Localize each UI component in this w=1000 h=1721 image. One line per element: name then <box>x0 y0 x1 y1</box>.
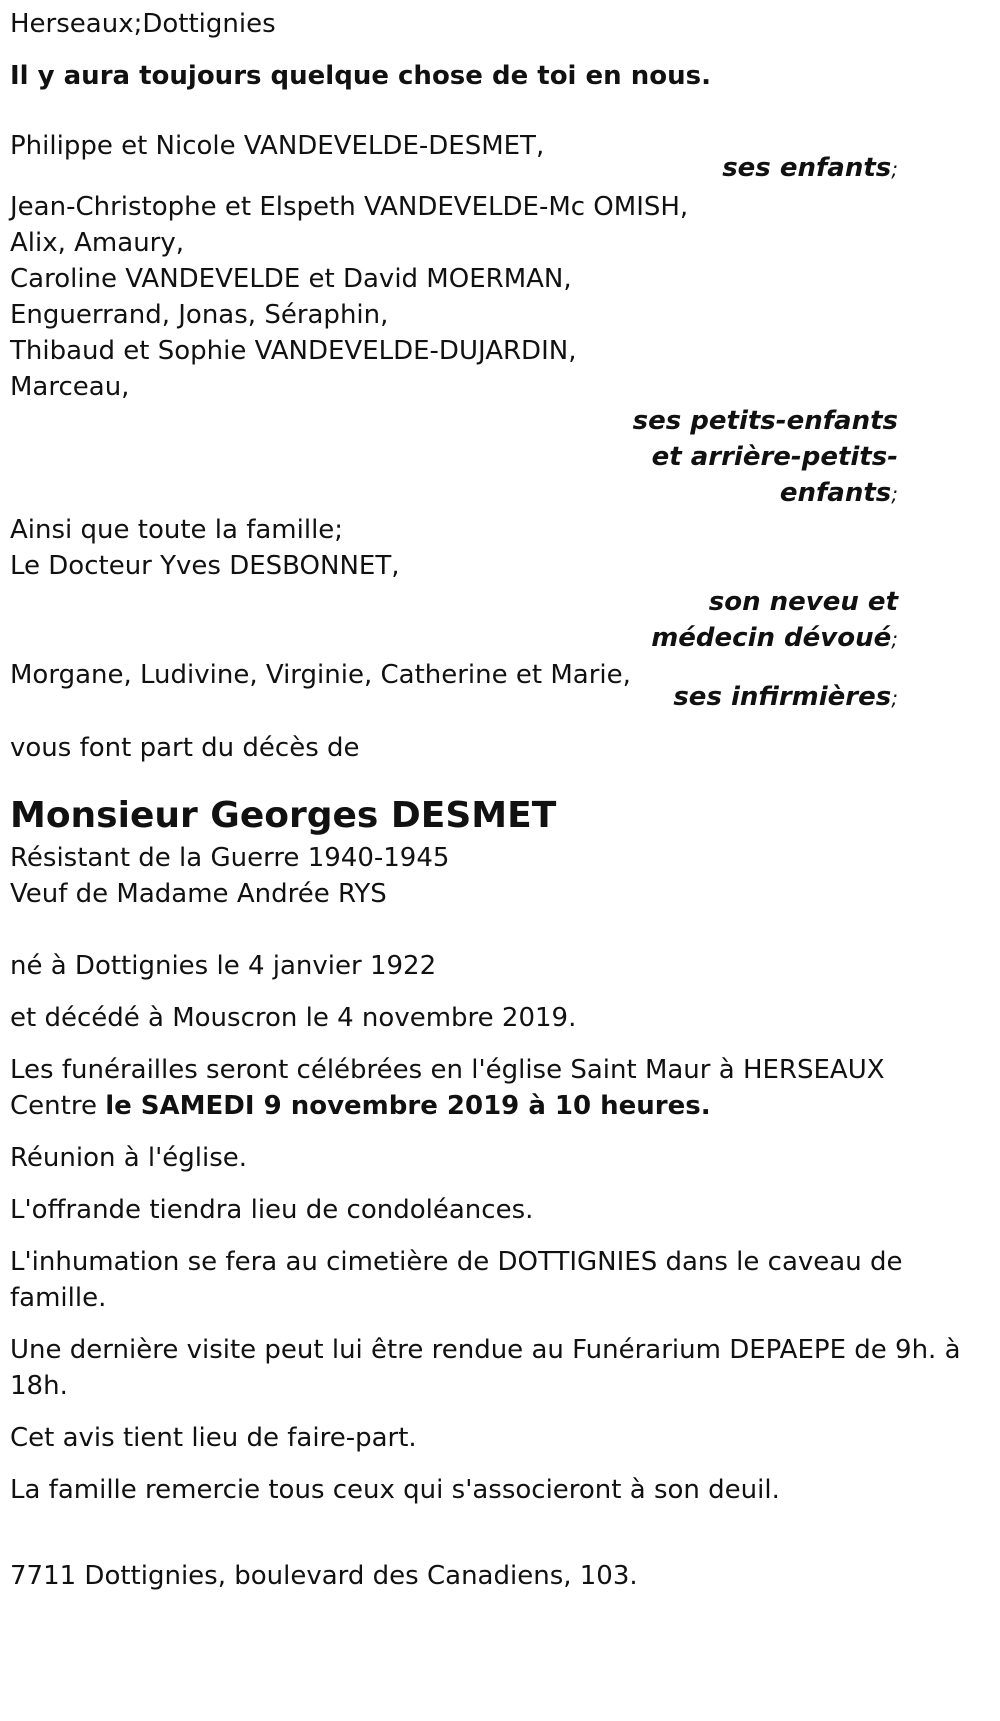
family-line: Ainsi que toute la famille; <box>10 515 344 545</box>
address: 7711 Dottignies, boulevard des Canadiens, 103. <box>10 1561 638 1591</box>
grandchildren-line: Alix, Amaury, <box>10 228 185 258</box>
grandchildren-role: enfants; <box>779 478 898 508</box>
nurses-names: Morgane, Ludivine, Virginie, Catherine et Marie, <box>10 660 631 690</box>
deceased-subtitle: Résistant de la Guerre 1940-1945 <box>10 843 450 873</box>
nurses-role: ses infirmières; <box>673 682 898 712</box>
grandchildren-line: Thibaud et Sophie VANDEVELDE-DUJARDIN, <box>10 336 577 366</box>
grandchildren-role: et arrière-petits- <box>651 442 898 472</box>
death-info: et décédé à Mouscron le 4 novembre 2019. <box>10 1003 577 1033</box>
deceased-name: Monsieur Georges DESMET <box>10 795 557 836</box>
doctor-name: Le Docteur Yves DESBONNET, <box>10 551 400 581</box>
burial-info: L'inhumation se fera au cimetière de DOTTIGNIES dans le caveau de <box>10 1247 903 1277</box>
grandchildren-line: Jean-Christophe et Elspeth VANDEVELDE-Mc OMISH, <box>10 192 689 222</box>
notice-info: Cet avis tient lieu de faire-part. <box>10 1423 417 1453</box>
birth-info: né à Dottignies le 4 janvier 1922 <box>10 951 437 981</box>
visit-info: Une dernière visite peut lui être rendue au Funérarium DEPAEPE de 9h. à <box>10 1335 961 1365</box>
doctor-role: médecin dévoué; <box>651 623 898 653</box>
funeral-info-line2: Centre le SAMEDI 9 novembre 2019 à 10 heures. <box>10 1091 711 1121</box>
meeting-info: Réunion à l'église. <box>10 1143 248 1173</box>
grandchildren-role: ses petits-enfants <box>632 406 898 436</box>
grandchildren-line: Enguerrand, Jonas, Séraphin, <box>10 300 389 330</box>
obituary-notice <box>10 6 961 1594</box>
grandchildren-line: Marceau, <box>10 372 130 402</box>
announcement-intro: vous font part du décès de <box>10 733 360 763</box>
locality: Herseaux;Dottignies <box>10 9 276 39</box>
funeral-info: Les funérailles seront célébrées en l'église Saint Maur à HERSEAUX <box>10 1055 885 1085</box>
burial-info: famille. <box>10 1283 107 1313</box>
memorial-quote: Il y aura toujours quelque chose de toi en nous. <box>10 61 711 91</box>
children-role: ses enfants; <box>722 153 898 183</box>
thanks-info: La famille remercie tous ceux qui s'associeront à son deuil. <box>10 1475 780 1505</box>
funeral-date: le SAMEDI 9 novembre 2019 à 10 heures. <box>105 1091 711 1121</box>
deceased-subtitle: Veuf de Madame Andrée RYS <box>10 879 387 909</box>
grandchildren-line: Caroline VANDEVELDE et David MOERMAN, <box>10 264 572 294</box>
offering-info: L'offrande tiendra lieu de condoléances. <box>10 1195 534 1225</box>
doctor-role: son neveu et <box>708 587 898 617</box>
visit-info: 18h. <box>10 1371 68 1401</box>
children-names: Philippe et Nicole VANDEVELDE-DESMET, <box>10 131 545 161</box>
